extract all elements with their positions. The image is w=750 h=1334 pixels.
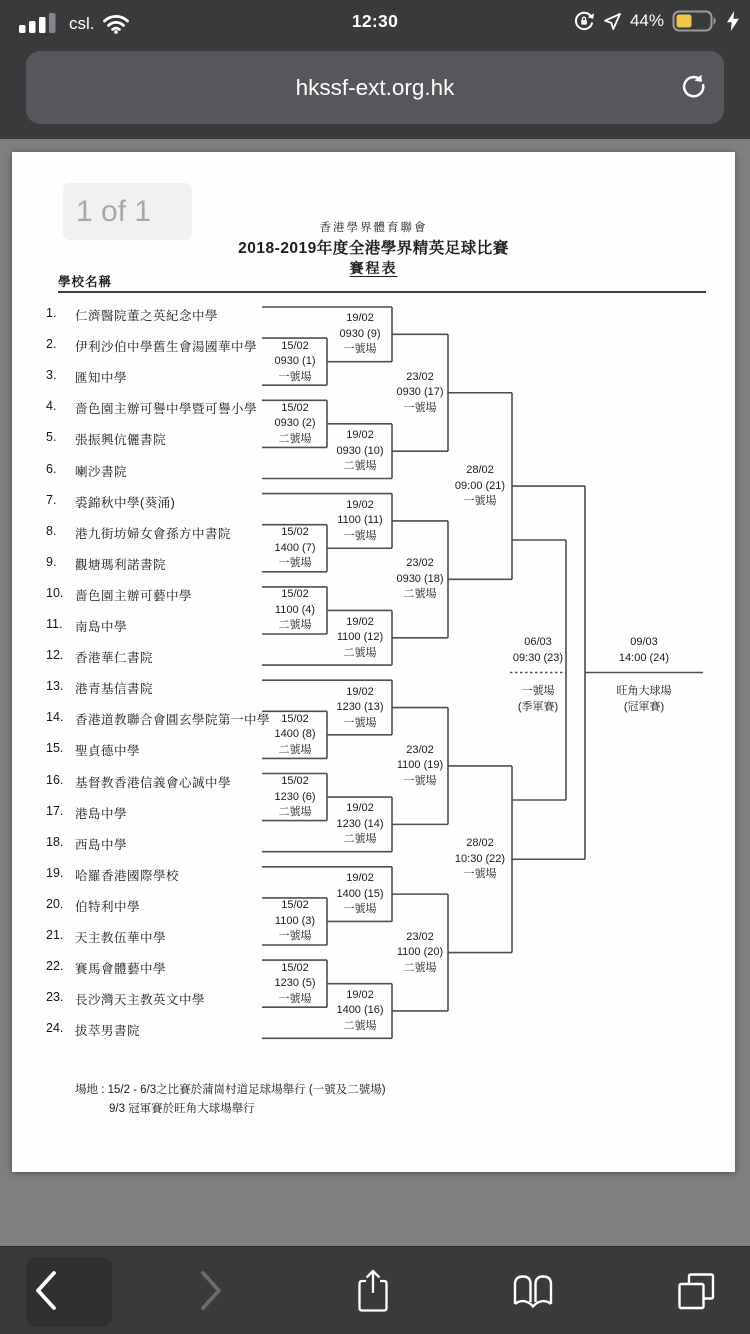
- team-name: 西島中學: [75, 837, 128, 852]
- third-place-note: (季軍賽): [517, 700, 559, 713]
- match-date: 19/02: [346, 802, 374, 815]
- forward-chevron-icon: [198, 1270, 224, 1312]
- org-title: 香港學界體育聯會: [319, 222, 428, 234]
- match-time: 1100 (3): [274, 914, 316, 927]
- match-date: 15/02: [281, 961, 309, 974]
- team-number: 21.: [46, 928, 64, 942]
- battery-icon: [672, 10, 718, 32]
- team-number: 11.: [46, 617, 63, 631]
- match-venue: 一號場: [278, 557, 312, 569]
- match-time: 0930 (17): [396, 386, 444, 398]
- match-date: 15/02: [281, 339, 309, 352]
- match-date: 19/02: [346, 988, 374, 1001]
- match-time: 1400 (8): [274, 728, 316, 741]
- match-label: [455, 463, 505, 510]
- match-venue: 二號場: [343, 646, 377, 659]
- match-venue: 二號場: [278, 619, 312, 632]
- final-label: [619, 635, 669, 666]
- rotation-lock-icon: [573, 10, 595, 32]
- team-row: [46, 555, 166, 573]
- team-number: 13.: [46, 679, 64, 694]
- match-date: 28/02: [466, 837, 494, 849]
- team-row: [46, 866, 179, 884]
- open-book-icon: [510, 1272, 556, 1310]
- match-date: 23/02: [406, 743, 434, 756]
- match-time: 1400 (15): [336, 887, 384, 900]
- team-row: [46, 741, 140, 759]
- match-label: [337, 498, 382, 545]
- team-name: 嗇色園主辦可藝中學: [75, 588, 193, 603]
- team-name: 裘錦秋中學(葵涌): [75, 495, 176, 510]
- bookmarks-button[interactable]: [502, 1251, 564, 1331]
- team-number: 17.: [46, 803, 64, 818]
- team-name: 長沙灣天主教英文中學: [75, 993, 206, 1008]
- team-number: 15.: [46, 741, 64, 756]
- match-date: 15/02: [281, 526, 309, 538]
- team-number: 9.: [46, 554, 57, 569]
- team-row: [46, 773, 231, 791]
- match-label: [455, 836, 505, 883]
- team-number: 1.: [46, 306, 57, 320]
- team-row: [46, 337, 257, 355]
- team-row: [46, 897, 140, 915]
- team-name: 哈羅香港國際學校: [75, 868, 180, 883]
- team-row: [46, 648, 153, 666]
- team-name: 拔萃男書院: [75, 1024, 141, 1039]
- team-name: 香港華仁書院: [75, 651, 154, 666]
- team-row: [46, 399, 257, 417]
- battery-percent: 44%: [629, 11, 664, 30]
- match-time: 1100 (12): [336, 631, 384, 644]
- location-icon: [603, 12, 622, 31]
- final-venue-name: 旺角大球場: [616, 685, 672, 697]
- match-label: [396, 370, 443, 417]
- team-row: [46, 617, 127, 635]
- match-date: 19/02: [346, 312, 374, 325]
- match-venue: 一號場: [278, 930, 312, 943]
- match-venue: 二號場: [343, 1019, 377, 1032]
- match-venue: 一號場: [343, 529, 377, 542]
- match-time: 1100 (4): [274, 603, 316, 616]
- team-number: 10.: [46, 585, 64, 600]
- team-row: [46, 928, 166, 946]
- match-label: [275, 898, 315, 945]
- forward-button[interactable]: [180, 1251, 242, 1331]
- team-row: [46, 959, 166, 977]
- team-number: 20.: [46, 896, 64, 911]
- team-number: 12.: [46, 648, 64, 663]
- clock: 12:30: [351, 11, 399, 31]
- team-row: [46, 990, 205, 1008]
- share-button[interactable]: [342, 1251, 404, 1331]
- match-time: 0930 (2): [274, 417, 316, 430]
- venue-note-line1: 場地 : 15/2 - 6/3之比賽於蒲崗村道足球場舉行 (一號及二號場): [75, 1084, 386, 1096]
- third-place-venue: [518, 684, 558, 715]
- carrier-label: csl.: [69, 14, 95, 33]
- match-time: 1230 (5): [274, 976, 316, 989]
- match-venue: 二號場: [403, 961, 437, 974]
- match-date: 15/02: [281, 774, 309, 787]
- match-time: 0930 (9): [339, 327, 381, 340]
- reload-icon[interactable]: [679, 73, 709, 103]
- match-date: 15/02: [281, 588, 309, 601]
- match-time: 0930 (10): [336, 444, 384, 457]
- match-venue: 一號場: [403, 774, 437, 787]
- match-time: 10:30 (22): [454, 852, 506, 865]
- team-name: 觀塘瑪利諾書院: [75, 557, 167, 572]
- team-number: 16.: [46, 772, 64, 787]
- match-time: 1230 (14): [336, 817, 384, 830]
- match-label: [275, 774, 316, 821]
- team-name: 賽馬會體藝中學: [75, 962, 167, 977]
- back-chevron-icon: [33, 1270, 59, 1312]
- match-time: 1400 (16): [336, 1004, 384, 1017]
- team-number: 8.: [46, 523, 57, 538]
- match-time: 1100 (20): [396, 945, 444, 958]
- team-name: 南島中學: [75, 620, 128, 634]
- team-name: 香港道教聯合會圓玄學院第一中學: [75, 713, 271, 728]
- match-time: 1400 (7): [274, 541, 316, 554]
- match-label: [336, 871, 383, 918]
- match-date: 15/02: [281, 712, 309, 725]
- match-date: 23/02: [406, 370, 434, 383]
- team-name: 港青基信書院: [75, 682, 154, 697]
- team-row: [46, 524, 231, 542]
- team-number: 7.: [46, 492, 57, 507]
- tabs-button[interactable]: [665, 1251, 727, 1331]
- event-title: 2018-2019年度全港學界精英足球比賽: [238, 240, 509, 257]
- match-venue: 一號場: [343, 902, 377, 915]
- match-venue: 一號場: [278, 370, 312, 383]
- match-label: [340, 311, 381, 358]
- page-indicator-text: 1 of 1: [76, 195, 152, 228]
- team-row: [46, 679, 153, 697]
- match-date: 19/02: [346, 615, 374, 628]
- match-venue: 二號場: [278, 743, 312, 756]
- venue-note-line2: 9/3 冠軍賽於旺角大球場舉行: [109, 1103, 255, 1115]
- match-venue: 一號場: [343, 716, 377, 729]
- match-label: [275, 960, 316, 1007]
- team-row: [46, 306, 218, 324]
- team-number: 19.: [46, 865, 64, 880]
- match-venue: 一號場: [463, 494, 497, 507]
- share-icon: [354, 1268, 392, 1314]
- third-place-label: [513, 635, 563, 666]
- match-date: 15/02: [281, 899, 309, 912]
- safari-top-chrome: [0, 0, 750, 139]
- match-label: [275, 401, 316, 448]
- team-name: 港九街坊婦女會孫方中書院: [75, 526, 232, 541]
- safari-bottom-toolbar: [0, 1246, 750, 1334]
- match-venue: 二號場: [343, 833, 377, 846]
- team-number: 18.: [46, 834, 64, 849]
- team-name: 伯特利中學: [75, 899, 141, 914]
- match-time: 1230 (6): [274, 790, 316, 803]
- match-time: 0930 (1): [274, 354, 316, 367]
- charging-bolt-icon: [726, 10, 740, 32]
- match-venue: 一號場: [403, 401, 437, 414]
- match-venue: 二號場: [278, 805, 312, 818]
- match-time: 1100 (11): [337, 514, 383, 527]
- team-name: 仁濟醫院董之英紀念中學: [75, 309, 219, 323]
- team-row: [46, 368, 127, 386]
- team-name: 基督教香港信義會心誠中學: [75, 775, 232, 790]
- team-number: 14.: [46, 710, 64, 725]
- match-time: 0930 (18): [396, 572, 444, 585]
- team-number: 22.: [46, 959, 64, 974]
- url-text: hkssf-ext.org.hk: [295, 74, 455, 100]
- team-name: 伊利沙伯中學舊生會湯國華中學: [75, 340, 258, 355]
- team-row: [46, 430, 166, 448]
- match-venue: 二號場: [343, 459, 377, 472]
- team-row: [46, 710, 270, 728]
- match-venue: 一號場: [463, 868, 497, 880]
- final-venue: [617, 684, 672, 715]
- team-number: 5.: [46, 430, 57, 445]
- match-label: [397, 743, 443, 790]
- team-name: 天主教伍華中學: [75, 931, 167, 945]
- match-venue: 一號場: [278, 992, 312, 1005]
- team-name: 聖貞德中學: [75, 744, 141, 759]
- match-venue: 二號場: [278, 432, 312, 445]
- team-number: 6.: [46, 461, 57, 476]
- team-row: [46, 462, 127, 480]
- final-note: (冠軍賽): [623, 700, 665, 713]
- team-name: 港島中學: [75, 806, 128, 821]
- team-name: 張振興伉儷書院: [75, 433, 167, 448]
- team-name: 嗇色園主辦可譽中學暨可譽小學: [75, 402, 258, 417]
- final-date: 09/03: [630, 636, 658, 648]
- match-label: [397, 929, 443, 976]
- match-date: 19/02: [346, 871, 374, 884]
- pdf-viewer[interactable]: [0, 139, 750, 1246]
- match-label: [336, 684, 383, 731]
- team-name: 匯知中學: [75, 371, 128, 386]
- team-number: 3.: [46, 368, 57, 383]
- team-number: 24.: [46, 1021, 64, 1036]
- third-place-venue-name: 一號場: [521, 685, 555, 697]
- match-date: 19/02: [346, 685, 374, 698]
- match-time: 1100 (19): [396, 759, 444, 772]
- third-place-date: 06/03: [524, 636, 552, 648]
- match-label: [337, 615, 383, 662]
- match-label: [275, 587, 315, 634]
- match-venue: 一號場: [343, 343, 377, 356]
- team-row: [46, 586, 192, 604]
- column-header: 學校名稱: [58, 275, 113, 289]
- match-date: 19/02: [346, 498, 374, 511]
- team-name: 喇沙書院: [75, 464, 128, 479]
- team-number: 4.: [46, 399, 57, 414]
- match-date: 19/02: [346, 428, 374, 441]
- team-row: [46, 835, 127, 853]
- match-label: [275, 525, 316, 572]
- match-label: [275, 338, 316, 385]
- third-place-time: 09:30 (23): [512, 651, 564, 664]
- match-time: 09:00 (21): [454, 479, 506, 492]
- team-row: [46, 1021, 140, 1039]
- sheet-title: 賽程表: [349, 260, 398, 276]
- back-button[interactable]: [15, 1251, 77, 1331]
- match-date: 23/02: [406, 557, 434, 570]
- match-label: [275, 712, 316, 759]
- match-venue: 二號場: [403, 588, 437, 601]
- match-time: 1230 (13): [336, 700, 384, 713]
- match-label: [336, 428, 383, 475]
- status-bar-right: [573, 10, 740, 32]
- team-row: [46, 493, 175, 511]
- match-date: 23/02: [406, 930, 434, 943]
- team-number: 23.: [46, 990, 64, 1005]
- match-date: 15/02: [281, 401, 309, 414]
- match-date: 28/02: [466, 463, 494, 476]
- match-label: [336, 801, 383, 848]
- final-time: 14:00 (24): [618, 651, 670, 664]
- address-bar[interactable]: [26, 51, 724, 124]
- tabs-icon: [675, 1270, 717, 1312]
- document-page: [12, 152, 735, 1172]
- team-number: 2.: [46, 337, 57, 352]
- match-label: [396, 556, 443, 603]
- team-row: [46, 804, 127, 822]
- match-label: [336, 988, 383, 1035]
